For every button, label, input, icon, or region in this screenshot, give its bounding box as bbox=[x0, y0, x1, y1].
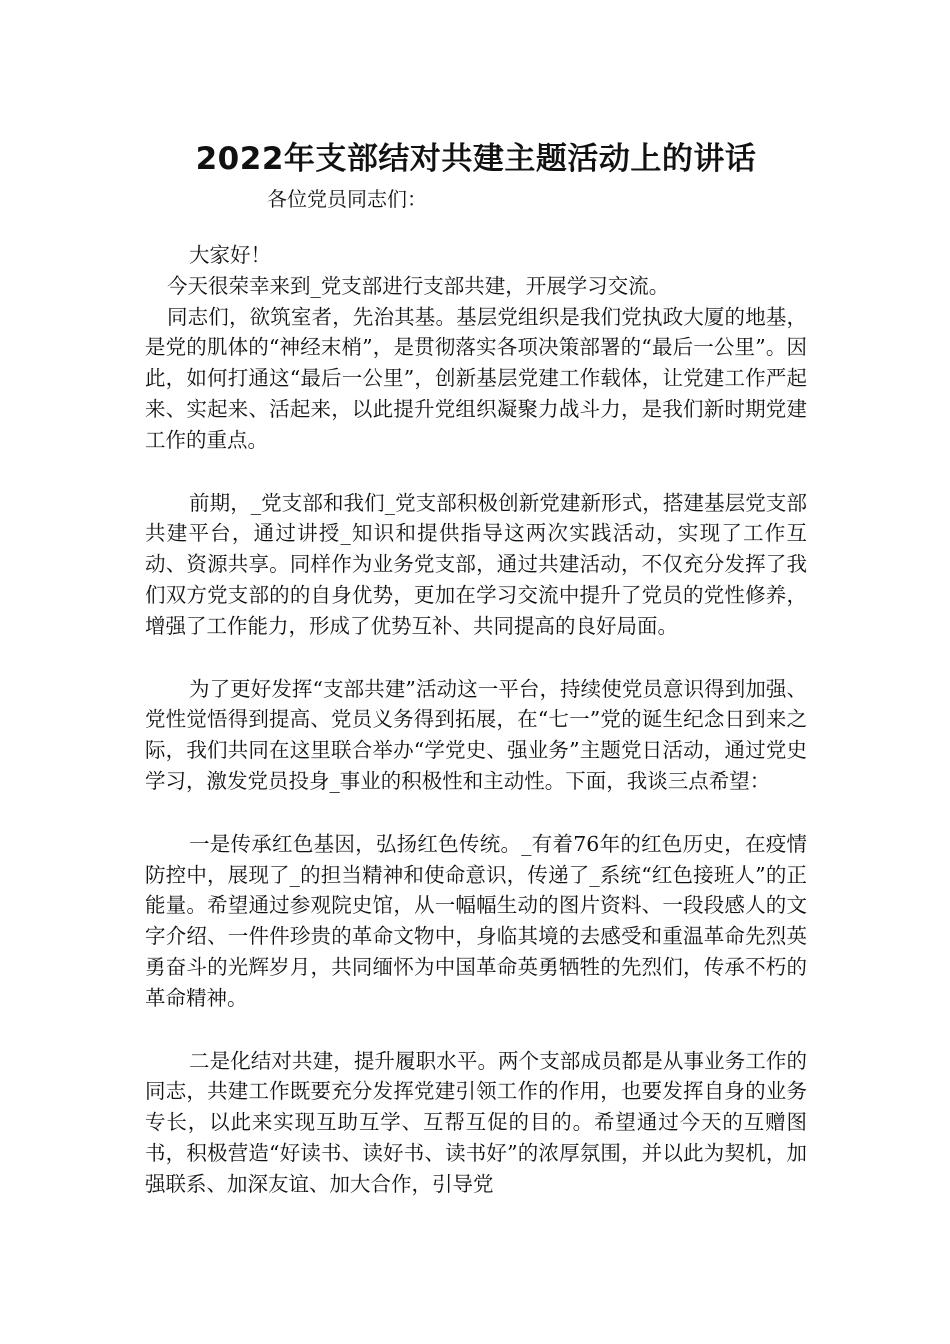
greeting-line: 各位党员同志们： bbox=[267, 187, 427, 211]
document-title: 2022年支部结对共建主题活动上的讲话 bbox=[195, 141, 757, 177]
spacer bbox=[145, 456, 807, 488]
paragraph-hope-two: 二是化结对共建，提升履职水平。两个支部成员都是从事业务工作的同志，共建工作既要充分发挥党建引领工作的作用，也要发挥自身的业务专长，以此来实现互助互学、互帮互促的目的。希望通过今天的互赠图书，积极营造“好读书、读好书、读书好”的浓厚氛围，并以此为契机，加强联系、加深友谊、加大合作，引导党 bbox=[145, 1048, 807, 1196]
spacer bbox=[145, 642, 807, 674]
paragraph-hello: 大家好！ bbox=[189, 243, 271, 267]
spacer bbox=[145, 214, 807, 240]
spacer bbox=[145, 797, 807, 829]
spacer bbox=[145, 1014, 807, 1046]
document-page bbox=[145, 138, 807, 1200]
paragraph-previous-work: 前期，_党支部和我们_党支部积极创新党建新形式，搭建基层党支部共建平台，通过讲授_知识和提供指导这两次实践活动，实现了工作互动、资源共享。同样作为业务党支部，通过共建活动，不仅充分发挥了我们双方党支部的的自身优势，更加在学习交流中提升了党员的党性修养，增强了工作能力，形成了优势互补、共同提高的良好局面。 bbox=[145, 490, 807, 638]
paragraph-intro: 今天很荣幸来到_党支部进行支部共建，开展学习交流。 bbox=[167, 273, 670, 298]
paragraph-foundation: 同志们，欲筑室者，先治其基。基层党组织是我们党执政大厦的地基，是党的肌体的“神经末梢”，是贯彻落实各项决策部署的“最后一公里”。因此，如何打通这“最后一公里”，创新基层党建工作载体，让党建工作严起来、实起来、活起来，以此提升党组织凝聚力战斗力，是我们新时期党建工作的重点。 bbox=[145, 304, 807, 452]
paragraph-hope-one: 一是传承红色基因，弘扬红色传统。_有着76年的红色历史，在疫情防控中，展现了_的担当精神和使命意识，传递了_系统“红色接班人”的正能量。希望通过参观院史馆，从一幅幅生动的图片资料、一段段感人的文字介绍、一件件珍贵的革命文物中，身临其境的去感受和重温革命先烈英勇奋斗的光辉岁月，共同缅怀为中国革命英勇牺牲的先烈们，传承不朽的革命精神。 bbox=[145, 831, 807, 1010]
paragraph-purpose: 为了更好发挥“支部共建”活动这一平台，持续使党员意识得到加强、党性觉悟得到提高、党员义务得到拓展，在“七一”党的诞生纪念日到来之际，我们共同在这里联合举办“学党史、强业务”主题党日活动，通过党史学习，激发党员投身_事业的积极性和主动性。下面，我谈三点希望： bbox=[145, 676, 807, 793]
